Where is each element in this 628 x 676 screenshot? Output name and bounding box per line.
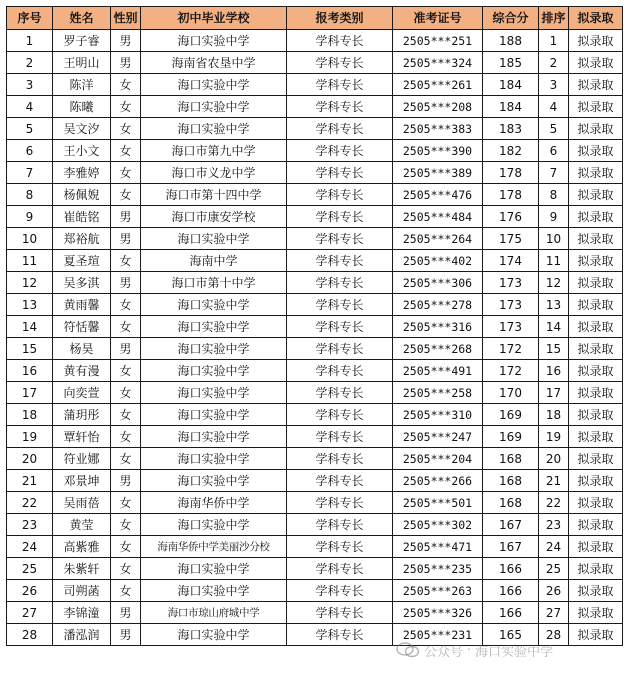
score-cell: 172 [483, 360, 539, 382]
category-cell: 学科专长 [287, 118, 393, 140]
table-body [7, 30, 623, 646]
table-row [7, 74, 623, 96]
gender-cell: 女 [111, 536, 141, 558]
header-col-category: 报考类别 [287, 7, 393, 30]
score-cell: 178 [483, 162, 539, 184]
admission-status-cell: 拟录取 [569, 382, 623, 404]
ticket-number-cell: 2505***383 [393, 118, 483, 140]
rank-cell: 3 [539, 74, 569, 96]
index-cell: 19 [7, 426, 53, 448]
name-cell: 向奕萱 [53, 382, 111, 404]
admission-status-cell: 拟录取 [569, 602, 623, 624]
name-cell: 李雅婷 [53, 162, 111, 184]
index-cell: 21 [7, 470, 53, 492]
gender-cell: 男 [111, 470, 141, 492]
admission-status-cell: 拟录取 [569, 514, 623, 536]
table-row [7, 316, 623, 338]
index-cell: 24 [7, 536, 53, 558]
rank-cell: 28 [539, 624, 569, 646]
gender-cell: 男 [111, 602, 141, 624]
name-cell: 崔皓铭 [53, 206, 111, 228]
school-cell: 海口市琼山府城中学 [141, 602, 287, 624]
score-cell: 167 [483, 514, 539, 536]
school-cell: 海口实验中学 [141, 360, 287, 382]
category-cell: 学科专长 [287, 426, 393, 448]
admission-status-cell: 拟录取 [569, 74, 623, 96]
admission-status-cell: 拟录取 [569, 580, 623, 602]
header-col-name: 姓名 [53, 7, 111, 30]
gender-cell: 女 [111, 360, 141, 382]
gender-cell: 女 [111, 448, 141, 470]
admission-status-cell: 拟录取 [569, 558, 623, 580]
score-cell: 175 [483, 228, 539, 250]
category-cell: 学科专长 [287, 580, 393, 602]
name-cell: 司朔菡 [53, 580, 111, 602]
name-cell: 王小文 [53, 140, 111, 162]
school-cell: 海南华侨中学美丽沙分校 [141, 536, 287, 558]
rank-cell: 10 [539, 228, 569, 250]
rank-cell: 5 [539, 118, 569, 140]
index-cell: 5 [7, 118, 53, 140]
category-cell: 学科专长 [287, 162, 393, 184]
index-cell: 6 [7, 140, 53, 162]
gender-cell: 男 [111, 30, 141, 52]
header-col-admission-status: 拟录取 [569, 7, 623, 30]
score-cell: 166 [483, 602, 539, 624]
school-cell: 海口实验中学 [141, 470, 287, 492]
rank-cell: 9 [539, 206, 569, 228]
admission-status-cell: 拟录取 [569, 250, 623, 272]
category-cell: 学科专长 [287, 558, 393, 580]
school-cell: 海口实验中学 [141, 118, 287, 140]
rank-cell: 15 [539, 338, 569, 360]
ticket-number-cell: 2505***310 [393, 404, 483, 426]
ticket-number-cell: 2505***390 [393, 140, 483, 162]
gender-cell: 男 [111, 206, 141, 228]
index-cell: 3 [7, 74, 53, 96]
score-cell: 184 [483, 96, 539, 118]
index-cell: 8 [7, 184, 53, 206]
score-cell: 173 [483, 294, 539, 316]
admission-status-cell: 拟录取 [569, 30, 623, 52]
score-cell: 165 [483, 624, 539, 646]
admission-status-cell: 拟录取 [569, 624, 623, 646]
category-cell: 学科专长 [287, 492, 393, 514]
ticket-number-cell: 2505***491 [393, 360, 483, 382]
gender-cell: 男 [111, 228, 141, 250]
index-cell: 4 [7, 96, 53, 118]
score-cell: 167 [483, 536, 539, 558]
rank-cell: 13 [539, 294, 569, 316]
header-col-index: 序号 [7, 7, 53, 30]
name-cell: 黄雨馨 [53, 294, 111, 316]
rank-cell: 16 [539, 360, 569, 382]
rank-cell: 26 [539, 580, 569, 602]
index-cell: 9 [7, 206, 53, 228]
watermark-prefix: 公众号 [424, 644, 464, 660]
table-row [7, 514, 623, 536]
school-cell: 海口实验中学 [141, 404, 287, 426]
name-cell: 黄莹 [53, 514, 111, 536]
ticket-number-cell: 2505***264 [393, 228, 483, 250]
score-cell: 168 [483, 470, 539, 492]
table-row [7, 206, 623, 228]
name-cell: 符恬馨 [53, 316, 111, 338]
header-col-gender: 性别 [111, 7, 141, 30]
school-cell: 海南省农垦中学 [141, 52, 287, 74]
category-cell: 学科专长 [287, 228, 393, 250]
admission-status-cell: 拟录取 [569, 140, 623, 162]
ticket-number-cell: 2505***324 [393, 52, 483, 74]
table-row [7, 140, 623, 162]
ticket-number-cell: 2505***326 [393, 602, 483, 624]
gender-cell: 女 [111, 558, 141, 580]
name-cell: 符业娜 [53, 448, 111, 470]
admission-status-cell: 拟录取 [569, 228, 623, 250]
school-cell: 海口实验中学 [141, 228, 287, 250]
gender-cell: 男 [111, 338, 141, 360]
admission-status-cell: 拟录取 [569, 206, 623, 228]
category-cell: 学科专长 [287, 206, 393, 228]
admission-status-cell: 拟录取 [569, 96, 623, 118]
name-cell: 陈曦 [53, 96, 111, 118]
admission-list-sheet [6, 6, 623, 646]
score-cell: 173 [483, 316, 539, 338]
rank-cell: 4 [539, 96, 569, 118]
school-cell: 海口实验中学 [141, 580, 287, 602]
admission-status-cell: 拟录取 [569, 404, 623, 426]
rank-cell: 7 [539, 162, 569, 184]
rank-cell: 2 [539, 52, 569, 74]
gender-cell: 女 [111, 294, 141, 316]
category-cell: 学科专长 [287, 250, 393, 272]
admission-status-cell: 拟录取 [569, 448, 623, 470]
category-cell: 学科专长 [287, 316, 393, 338]
name-cell: 覃轩怡 [53, 426, 111, 448]
admission-status-cell: 拟录取 [569, 360, 623, 382]
ticket-number-cell: 2505***389 [393, 162, 483, 184]
ticket-number-cell: 2505***278 [393, 294, 483, 316]
name-cell: 黄有漫 [53, 360, 111, 382]
index-cell: 28 [7, 624, 53, 646]
name-cell: 陈洋 [53, 74, 111, 96]
gender-cell: 女 [111, 316, 141, 338]
category-cell: 学科专长 [287, 272, 393, 294]
index-cell: 20 [7, 448, 53, 470]
ticket-number-cell: 2505***258 [393, 382, 483, 404]
header-col-rank: 排序 [539, 7, 569, 30]
rank-cell: 23 [539, 514, 569, 536]
index-cell: 26 [7, 580, 53, 602]
table-row [7, 184, 623, 206]
score-cell: 188 [483, 30, 539, 52]
admission-status-cell: 拟录取 [569, 492, 623, 514]
table-row [7, 470, 623, 492]
table-row [7, 52, 623, 74]
category-cell: 学科专长 [287, 52, 393, 74]
table-row [7, 228, 623, 250]
rank-cell: 25 [539, 558, 569, 580]
name-cell: 吴多淇 [53, 272, 111, 294]
ticket-number-cell: 2505***208 [393, 96, 483, 118]
score-cell: 169 [483, 426, 539, 448]
school-cell: 海口市第十中学 [141, 272, 287, 294]
name-cell: 吴雨蓓 [53, 492, 111, 514]
table-row [7, 294, 623, 316]
gender-cell: 女 [111, 404, 141, 426]
gender-cell: 女 [111, 580, 141, 602]
category-cell: 学科专长 [287, 404, 393, 426]
score-cell: 166 [483, 580, 539, 602]
name-cell: 杨佩婗 [53, 184, 111, 206]
table-row [7, 272, 623, 294]
school-cell: 海南中学 [141, 250, 287, 272]
gender-cell: 女 [111, 118, 141, 140]
admission-status-cell: 拟录取 [569, 272, 623, 294]
index-cell: 17 [7, 382, 53, 404]
ticket-number-cell: 2505***316 [393, 316, 483, 338]
category-cell: 学科专长 [287, 536, 393, 558]
index-cell: 13 [7, 294, 53, 316]
admission-status-cell: 拟录取 [569, 184, 623, 206]
name-cell: 杨昊 [53, 338, 111, 360]
name-cell: 夏圣瑄 [53, 250, 111, 272]
school-cell: 海口实验中学 [141, 74, 287, 96]
rank-cell: 22 [539, 492, 569, 514]
gender-cell: 女 [111, 140, 141, 162]
school-cell: 海口市第十四中学 [141, 184, 287, 206]
rank-cell: 1 [539, 30, 569, 52]
category-cell: 学科专长 [287, 602, 393, 624]
ticket-number-cell: 2505***268 [393, 338, 483, 360]
rank-cell: 8 [539, 184, 569, 206]
gender-cell: 女 [111, 96, 141, 118]
table-row [7, 492, 623, 514]
school-cell: 海口实验中学 [141, 448, 287, 470]
admission-status-cell: 拟录取 [569, 338, 623, 360]
name-cell: 吴文汐 [53, 118, 111, 140]
admission-status-cell: 拟录取 [569, 536, 623, 558]
score-cell: 169 [483, 404, 539, 426]
admission-status-cell: 拟录取 [569, 316, 623, 338]
score-cell: 176 [483, 206, 539, 228]
table-row [7, 448, 623, 470]
category-cell: 学科专长 [287, 448, 393, 470]
score-cell: 170 [483, 382, 539, 404]
school-cell: 海口实验中学 [141, 426, 287, 448]
gender-cell: 女 [111, 162, 141, 184]
rank-cell: 27 [539, 602, 569, 624]
gender-cell: 男 [111, 272, 141, 294]
name-cell: 潘泓润 [53, 624, 111, 646]
school-cell: 海口实验中学 [141, 338, 287, 360]
name-cell: 邓景坤 [53, 470, 111, 492]
school-cell: 海口实验中学 [141, 558, 287, 580]
category-cell: 学科专长 [287, 74, 393, 96]
index-cell: 12 [7, 272, 53, 294]
name-cell: 王明山 [53, 52, 111, 74]
rank-cell: 21 [539, 470, 569, 492]
table-header-row [7, 7, 623, 30]
name-cell: 朱紫轩 [53, 558, 111, 580]
table-row [7, 118, 623, 140]
table-row [7, 404, 623, 426]
category-cell: 学科专长 [287, 514, 393, 536]
name-cell: 高紫雅 [53, 536, 111, 558]
rank-cell: 14 [539, 316, 569, 338]
admission-table [6, 6, 623, 646]
school-cell: 海口实验中学 [141, 382, 287, 404]
score-cell: 174 [483, 250, 539, 272]
category-cell: 学科专长 [287, 338, 393, 360]
index-cell: 22 [7, 492, 53, 514]
index-cell: 10 [7, 228, 53, 250]
rank-cell: 12 [539, 272, 569, 294]
table-row [7, 162, 623, 184]
table-row [7, 624, 623, 646]
table-row [7, 360, 623, 382]
header-col-ticket-number: 准考证号 [393, 7, 483, 30]
table-row [7, 30, 623, 52]
admission-status-cell: 拟录取 [569, 294, 623, 316]
index-cell: 7 [7, 162, 53, 184]
index-cell: 18 [7, 404, 53, 426]
school-cell: 海口实验中学 [141, 514, 287, 536]
rank-cell: 24 [539, 536, 569, 558]
gender-cell: 女 [111, 426, 141, 448]
header-col-school: 初中毕业学校 [141, 7, 287, 30]
header-col-score: 综合分 [483, 7, 539, 30]
ticket-number-cell: 2505***471 [393, 536, 483, 558]
admission-status-cell: 拟录取 [569, 426, 623, 448]
table-row [7, 558, 623, 580]
score-cell: 184 [483, 74, 539, 96]
rank-cell: 11 [539, 250, 569, 272]
school-cell: 海口实验中学 [141, 30, 287, 52]
table-row [7, 96, 623, 118]
ticket-number-cell: 2505***261 [393, 74, 483, 96]
name-cell: 罗子睿 [53, 30, 111, 52]
ticket-number-cell: 2505***306 [393, 272, 483, 294]
gender-cell: 女 [111, 250, 141, 272]
category-cell: 学科专长 [287, 624, 393, 646]
ticket-number-cell: 2505***231 [393, 624, 483, 646]
category-cell: 学科专长 [287, 30, 393, 52]
ticket-number-cell: 2505***204 [393, 448, 483, 470]
ticket-number-cell: 2505***302 [393, 514, 483, 536]
rank-cell: 18 [539, 404, 569, 426]
ticket-number-cell: 2505***247 [393, 426, 483, 448]
gender-cell: 女 [111, 74, 141, 96]
index-cell: 16 [7, 360, 53, 382]
name-cell: 蒲玥彤 [53, 404, 111, 426]
ticket-number-cell: 2505***251 [393, 30, 483, 52]
rank-cell: 19 [539, 426, 569, 448]
index-cell: 11 [7, 250, 53, 272]
category-cell: 学科专长 [287, 294, 393, 316]
rank-cell: 20 [539, 448, 569, 470]
school-cell: 海口实验中学 [141, 294, 287, 316]
score-cell: 172 [483, 338, 539, 360]
index-cell: 25 [7, 558, 53, 580]
school-cell: 海口市康安学校 [141, 206, 287, 228]
table-row [7, 536, 623, 558]
score-cell: 168 [483, 492, 539, 514]
school-cell: 海口市义龙中学 [141, 162, 287, 184]
table-row [7, 382, 623, 404]
category-cell: 学科专长 [287, 184, 393, 206]
name-cell: 郑裕航 [53, 228, 111, 250]
index-cell: 14 [7, 316, 53, 338]
score-cell: 166 [483, 558, 539, 580]
category-cell: 学科专长 [287, 382, 393, 404]
school-cell: 海口实验中学 [141, 96, 287, 118]
category-cell: 学科专长 [287, 140, 393, 162]
table-row [7, 250, 623, 272]
ticket-number-cell: 2505***402 [393, 250, 483, 272]
admission-status-cell: 拟录取 [569, 470, 623, 492]
index-cell: 23 [7, 514, 53, 536]
table-row [7, 338, 623, 360]
score-cell: 182 [483, 140, 539, 162]
ticket-number-cell: 2505***266 [393, 470, 483, 492]
gender-cell: 男 [111, 52, 141, 74]
school-cell: 海口市第九中学 [141, 140, 287, 162]
ticket-number-cell: 2505***263 [393, 580, 483, 602]
school-cell: 海口实验中学 [141, 624, 287, 646]
category-cell: 学科专长 [287, 360, 393, 382]
table-row [7, 580, 623, 602]
table-row [7, 602, 623, 624]
score-cell: 173 [483, 272, 539, 294]
index-cell: 2 [7, 52, 53, 74]
index-cell: 27 [7, 602, 53, 624]
ticket-number-cell: 2505***501 [393, 492, 483, 514]
category-cell: 学科专长 [287, 470, 393, 492]
score-cell: 168 [483, 448, 539, 470]
admission-status-cell: 拟录取 [569, 118, 623, 140]
score-cell: 183 [483, 118, 539, 140]
ticket-number-cell: 2505***476 [393, 184, 483, 206]
rank-cell: 6 [539, 140, 569, 162]
admission-status-cell: 拟录取 [569, 162, 623, 184]
table-row [7, 426, 623, 448]
name-cell: 李锦潼 [53, 602, 111, 624]
school-cell: 海南华侨中学 [141, 492, 287, 514]
score-cell: 185 [483, 52, 539, 74]
gender-cell: 女 [111, 382, 141, 404]
ticket-number-cell: 2505***235 [393, 558, 483, 580]
admission-status-cell: 拟录取 [569, 52, 623, 74]
index-cell: 1 [7, 30, 53, 52]
ticket-number-cell: 2505***484 [393, 206, 483, 228]
watermark-account-name: 海口实验中学 [475, 644, 554, 660]
score-cell: 178 [483, 184, 539, 206]
gender-cell: 女 [111, 184, 141, 206]
school-cell: 海口实验中学 [141, 316, 287, 338]
rank-cell: 17 [539, 382, 569, 404]
gender-cell: 女 [111, 514, 141, 536]
watermark-separator: · [467, 642, 472, 658]
gender-cell: 女 [111, 492, 141, 514]
category-cell: 学科专长 [287, 96, 393, 118]
index-cell: 15 [7, 338, 53, 360]
gender-cell: 男 [111, 624, 141, 646]
